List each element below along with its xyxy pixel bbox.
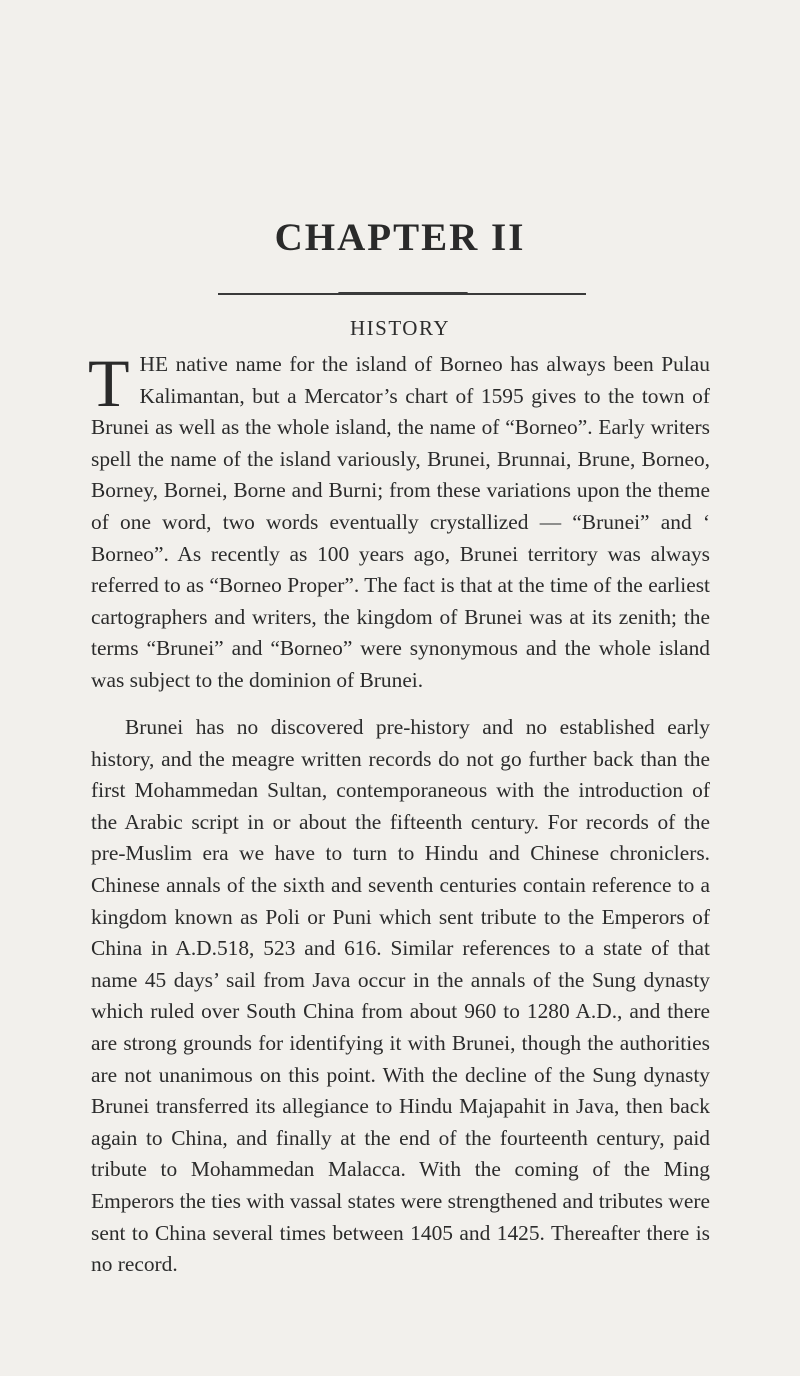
paragraph-2 [91, 712, 710, 1281]
ornamental-rule-center [338, 292, 468, 295]
chapter-title: CHAPTER II [274, 216, 526, 259]
paragraph-1 [88, 345, 710, 697]
section-title: HISTORY [350, 316, 450, 340]
paragraph-2-text: Brunei has no discovered pre-history and no established early history, and the meagre written records do not go further back than the first Mohammedan Sultan, contemporaneous with the introduction of the Arabic script in or about the fifteenth century. For records of the pre-Muslim era we have to turn to Hindu and Chinese chroniclers. Chinese annals of the sixth and seventh centuries contain reference to a kingdom known as Poli or Puni which sent tribute to the Emperors of China in A.D.518, 523 and 616. Similar references to a state of that name 45 days’ sail from Java occur in the annals of the Sung dynasty which ruled over South China from about 960 to 1280 A.D., and there are strong grounds for identifying it with Brunei, though the authorities are not unanimous on this point. With the decline of the Sung dynasty Brunei transferred its allegiance to Hindu Majapahit in Java, then back again to China, and finally at the end of the fourteenth century, paid tribute to Mohammedan Malacca. With the coming of the Ming Emperors the ties with vassal states were strengthened and tributes were sent to China several times between 1405 and 1425. Thereafter there is no record. [91, 715, 710, 1277]
drop-cap: T [88, 345, 130, 421]
ornamental-rule [218, 293, 586, 295]
paragraph-1-text: HE native name for the island of Borneo has always been Pulau Kalimantan, but a Mercator’s chart of 1595 gives to the town of Brunei as well as the whole island, the name of “Borneo”. Early writers spell the name of the island variously, Brunei, Brunnai, Brune, Borneo, Borney, Bornei, Borne and Burni; from these variations upon the theme of one word, two words eventually crystallized — “Brunei” and ‘ Borneo”. As recently as 100 years ago, Brunei territory was always referred to as “Borneo Proper”. The fact is that at the time of the earliest cartographers and writers, the kingdom of Brunei was at its zenith; the terms “Brunei” and “Borneo” were synonymous and the whole island was subject to the dominion of Brunei. [91, 352, 710, 692]
